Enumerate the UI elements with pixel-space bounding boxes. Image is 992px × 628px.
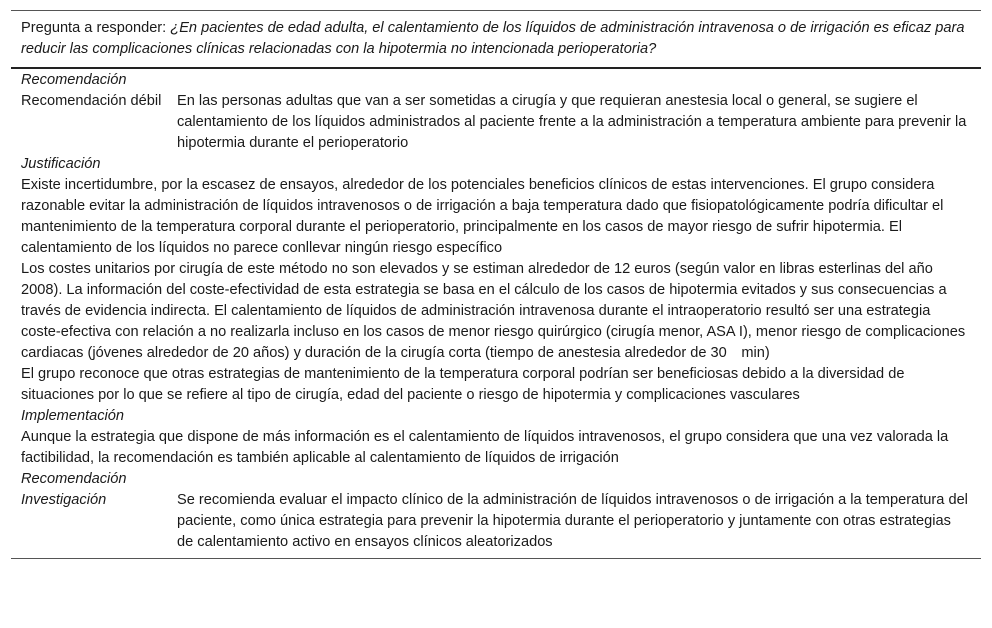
implementation-heading: Implementación: [21, 408, 125, 424]
recommendation-heading: Recomendación: [21, 72, 127, 88]
question-prefix: Pregunta a responder:: [21, 20, 171, 36]
question-text: ¿En pacientes de edad adulta, el calentamiento de los líquidos de administración intravenosa o de irrigación es eficaz para reducir las complicaciones clínicas relacionadas con la hipotermia no intencionada perioperatoria?: [21, 20, 965, 57]
recommendation-table: [11, 10, 981, 559]
research-row: [11, 490, 981, 558]
research-label: Investigación: [21, 492, 107, 508]
recommendation-row: [11, 91, 981, 154]
justification-paragraph-2: Los costes unitarios por cirugía de este método no son elevados y se estiman alrededor de 12 euros (según valor en libras esterlinas del año 2008). La información del coste-efectividad de esta estrategia se basa en el cálculo de los casos de hipotermia evitados y sus consecuencias a través de evidencia indirecta. El calentamiento de líquidos de administración intravenosa durante el intraoperatorio resultó ser una estrategia coste-efectiva con relación a no realizarla incluso en los casos de menor riesgo quirúrgico (cirugía menor, ASA I), menor riesgo de complicaciones cardiacas (jóvenes alrededor de 20 años) y duración de la cirugía corta (tiempo de anestesia alrededor de 30 min): [21, 261, 966, 361]
bottom-rule: [11, 558, 981, 559]
implementation-text: Aunque la estrategia que dispone de más información es el calentamiento de líquidos intravenosos, el grupo considera que una vez valorada la factibilidad, la recomendación es también aplicable al calentamiento de líquidos de irrigación: [21, 429, 949, 466]
research-text: Se recomienda evaluar el impacto clínico de la administración de líquidos intravenosos o de irrigación a la temperatura del paciente, como única estrategia para prevenir la hipotermia durante el perioperatorio y juntamente con otras estrategias de calentamiento activo en ensayos clínicos aleatorizados: [177, 492, 968, 550]
justification-paragraph-3: El grupo reconoce que otras estrategias de mantenimiento de la temperatura corporal podrían ser beneficiosas debido a la diversidad de situaciones por lo que se refiere al tipo de cirugía, edad del paciente o riesgo de hipotermia y complicaciones vasculares: [21, 366, 905, 403]
justification-paragraph-1: Existe incertidumbre, por la escasez de ensayos, alrededor de los potenciales beneficios clínicos de estas intervenciones. El grupo considera razonable evitar la administración de líquidos intravenosos o de irrigación a baja temperatura dado que fisiopatológicamente podría dificultar el mantenimiento de la temperatura corporal durante el perioperatorio, principalmente en los casos de mayor riesgo de sufrir hipotermia. El calentamiento de los líquidos no parece conllevar ningún riesgo específico: [21, 177, 944, 256]
justification-heading: Justificación: [21, 156, 101, 172]
recommendation-text: En las personas adultas que van a ser sometidas a cirugía y que requieran anestesia local o general, se sugiere el calentamiento de los líquidos administrados al paciente frente a la administración a temperatura ambiente para prevenir la hipotermia durante el perioperatorio: [177, 93, 967, 151]
question-row: [11, 11, 981, 67]
recommendation-label: Recomendación débil: [21, 93, 162, 109]
research-heading: Recomendación: [21, 471, 127, 487]
